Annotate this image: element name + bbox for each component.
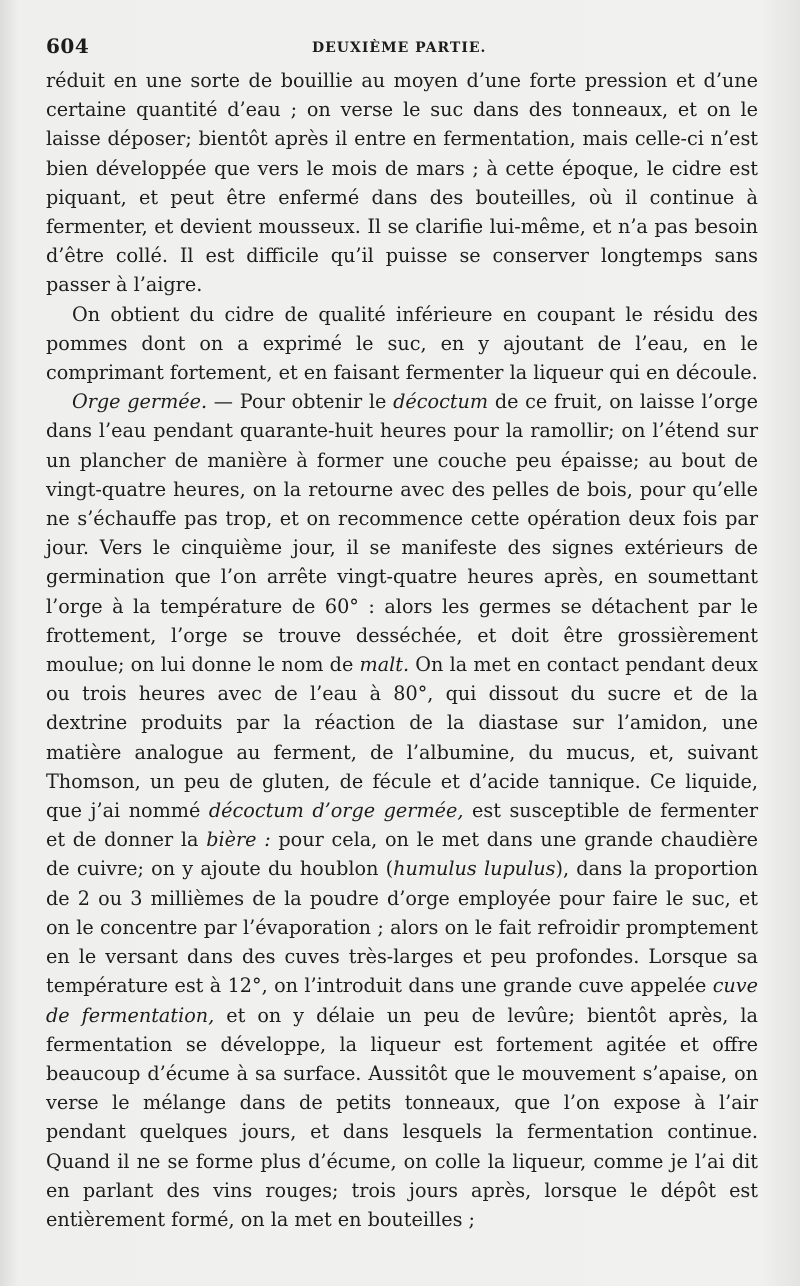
text-run: de ce fruit, on laisse l’orge dans l’eau pendant quarante-huit heures pour la ramollir; on l’étend sur un plancher de manière à former une couche peu épaisse; au bout de vingt-quatre heures, on la retourne avec des pelles de bois, pour qu’elle ne s’échauffe pas trop, et on recommence cette opération deux fois par jour. Vers le cinquième jour, il se manifeste des signes extérieurs de germination que l’on arrête vingt-quatre heures après, en soumettant l’orge à la température de 60° : alors les germes se détachent par le frottement, l’orge se trouve desséchée, et doit être grossièrement moulue; on lui donne le nom de <box>46 390 758 677</box>
text-run: et on y délaie un peu de levûre; bientôt après, la fermentation se développe, la liqueur est fortement agitée et offre beaucoup d’écume à sa surface. Aussitôt que le mouvement s’apaise, on verse le mélange dans de petits tonneaux, que l’on expose à l’air pendant quelques jours, et dans lesquels la fermentation continue. Quand il ne se forme plus d’écume, on colle la liqueur, comme je l’ai dit en parlant des vins rouges; trois jours après, lorsque le dépôt est entièrement formé, on la met en bouteilles ; <box>46 1003 758 1231</box>
text-run: pour cela, on le met dans une grande chaudière de cuivre; on y ajoute du houblon ( <box>46 828 758 881</box>
running-head: DEUXIÈME PARTIE. <box>312 40 487 56</box>
italic-term: bière : <box>206 828 271 852</box>
italic-term: décoctum <box>393 390 489 414</box>
body-text <box>46 66 758 1234</box>
italic-term: décoctum d’orge germée, <box>208 799 464 823</box>
text-run: ), dans la proportion de 2 ou 3 millièmes de la poudre d’orge employée pour faire le suc, et on le concentre par l’évaporation ; alors on le fait refroidir promptement en le versant dans des cuves très-larges et peu profondes. Lorsque sa température est à 12°, on l’introduit dans une grande cuve appelée <box>46 857 758 998</box>
text-run: On la met en contact pendant deux ou trois heures avec de l’eau à 80°, qui dissout du sucre et de la dextrine produits par la réaction de la diastase sur l’amidon, une matière analogue au ferment, de l’albumine, du mucus, et, suivant Thomson, un peu de gluten, de fécule et d’acide tannique. Ce liquide, que j’ai nommé <box>46 653 758 823</box>
page-header <box>46 34 758 64</box>
text-run: — Pour obtenir le <box>207 390 394 414</box>
text-run: est susceptible de fermenter et de donner la <box>46 799 758 852</box>
italic-term: malt. <box>359 653 410 677</box>
paragraph-cidre-continued: réduit en une sorte de bouillie au moyen d’une forte pression et d’une certaine quantité d’eau ; on verse le suc dans des tonneaux, et on le laisse déposer; bientôt après il entre en fermentation, mais celle-ci n’est bien développée que vers le mois de mars ; à cette époque, le cidre est piquant, et peut être enfermé dans des bouteilles, où il continue à fermenter, et devient mousseux. Il se clarifie lui-même, et n’a pas besoin d’être collé. Il est difficile qu’il puisse se conserver longtemps sans passer à l’aigre. <box>46 69 758 297</box>
section-heading-orge-germee: Orge germée. <box>72 390 208 414</box>
italic-term: cuve de fermentation, <box>46 974 758 1027</box>
italic-term: humulus lupulus <box>393 857 556 881</box>
page-number: 604 <box>46 34 90 58</box>
paragraph-orge-germee <box>46 387 758 1234</box>
paragraph-cidre-inferieur: On obtient du cidre de qualité inférieure en coupant le résidu des pommes dont on a exprimé le suc, en y ajoutant de l’eau, en le comprimant fortement, et en faisant fermenter la liqueur qui en découle. <box>46 302 758 385</box>
